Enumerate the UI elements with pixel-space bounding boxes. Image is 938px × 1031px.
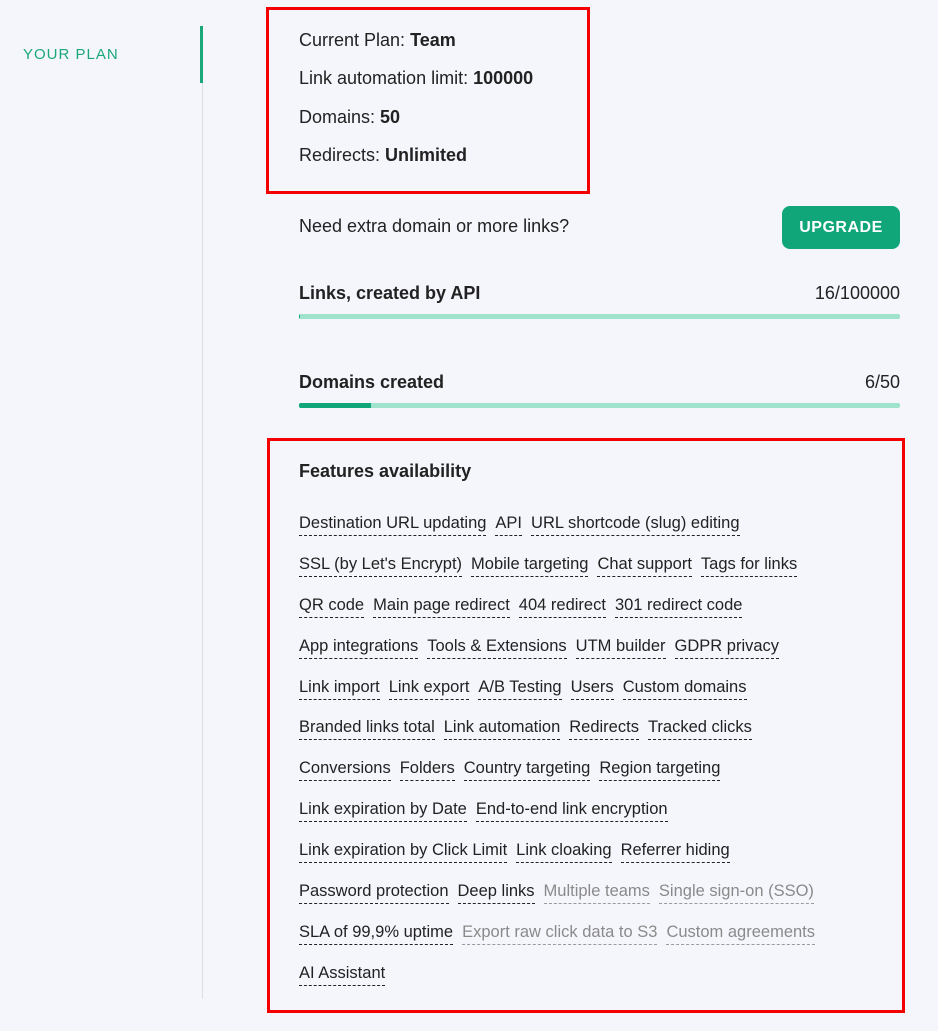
highlight-box-plan (266, 7, 590, 194)
feature-item[interactable]: Export raw click data to S3 (462, 921, 657, 945)
feature-item[interactable]: Tools & Extensions (427, 635, 566, 659)
plan-domains: Domains: 50 (299, 106, 401, 127)
feature-item[interactable]: 404 redirect (519, 594, 606, 618)
upgrade-question: Need extra domain or more links? (299, 216, 570, 236)
feature-item[interactable]: Link cloaking (516, 839, 611, 863)
feature-item[interactable]: Custom domains (623, 676, 747, 700)
feature-item[interactable]: Referrer hiding (621, 839, 730, 863)
api-links-label: Links, created by API (299, 283, 481, 303)
feature-item[interactable]: Link expiration by Click Limit (299, 839, 507, 863)
feature-item[interactable]: Tracked clicks (648, 716, 752, 740)
feature-item[interactable]: Tags for links (701, 553, 797, 577)
upgrade-button[interactable]: UPGRADE (782, 206, 900, 249)
feature-item[interactable]: Password protection (299, 880, 449, 904)
domains-created-label: Domains created (299, 372, 445, 392)
feature-item[interactable]: Deep links (458, 880, 535, 904)
feature-item[interactable]: Country targeting (464, 757, 591, 781)
plan-current: Current Plan: Team (299, 30, 456, 50)
feature-item[interactable]: Users (571, 676, 614, 700)
feature-item[interactable]: QR code (299, 594, 364, 618)
feature-item[interactable]: App integrations (299, 635, 418, 659)
feature-item[interactable]: GDPR privacy (675, 635, 780, 659)
feature-item[interactable]: Main page redirect (373, 594, 510, 618)
features-title: Features availability (299, 461, 472, 481)
feature-item[interactable]: Link import (299, 676, 380, 700)
feature-item[interactable]: Link expiration by Date (299, 798, 467, 822)
feature-item[interactable]: 301 redirect code (615, 594, 743, 618)
feature-item[interactable]: SLA of 99,9% uptime (299, 921, 453, 945)
feature-item[interactable]: UTM builder (576, 635, 666, 659)
feature-item[interactable]: Mobile targeting (471, 553, 588, 577)
feature-item[interactable]: Region targeting (599, 757, 720, 781)
plan-redirects: Redirects: Unlimited (299, 144, 468, 165)
feature-item[interactable]: Multiple teams (544, 880, 650, 904)
feature-item[interactable]: Folders (400, 757, 455, 781)
tab-your-plan[interactable]: YOUR PLAN (23, 46, 119, 63)
feature-item[interactable]: Chat support (597, 553, 691, 577)
feature-item[interactable]: Destination URL updating (299, 512, 486, 536)
active-tab-indicator (200, 26, 203, 83)
feature-item[interactable]: Conversions (299, 757, 391, 781)
api-links-progress-bar (299, 314, 900, 319)
feature-item[interactable]: A/B Testing (478, 676, 561, 700)
feature-item[interactable]: Link automation (444, 716, 561, 740)
feature-item[interactable]: Custom agreements (666, 921, 815, 945)
domains-progress-fill (299, 403, 371, 408)
feature-item[interactable]: AI Assistant (299, 962, 385, 986)
feature-item[interactable]: SSL (by Let's Encrypt) (299, 553, 462, 577)
feature-item[interactable]: URL shortcode (slug) editing (531, 512, 740, 536)
plan-link-automation-limit: Link automation limit: 100000 (299, 68, 534, 89)
domains-created-count: 6/50 (864, 372, 900, 392)
feature-item[interactable]: End-to-end link encryption (476, 798, 668, 822)
feature-item[interactable]: API (495, 512, 522, 536)
feature-item[interactable]: Branded links total (299, 716, 435, 740)
feature-item[interactable]: Single sign-on (SSO) (659, 880, 814, 904)
sidebar-divider (202, 27, 203, 999)
highlight-box-features (267, 438, 905, 1013)
api-links-count: 16/100000 (814, 283, 900, 303)
feature-item[interactable]: Link export (389, 676, 470, 700)
feature-item[interactable]: Redirects (569, 716, 639, 740)
domains-progress-bar (299, 403, 900, 408)
